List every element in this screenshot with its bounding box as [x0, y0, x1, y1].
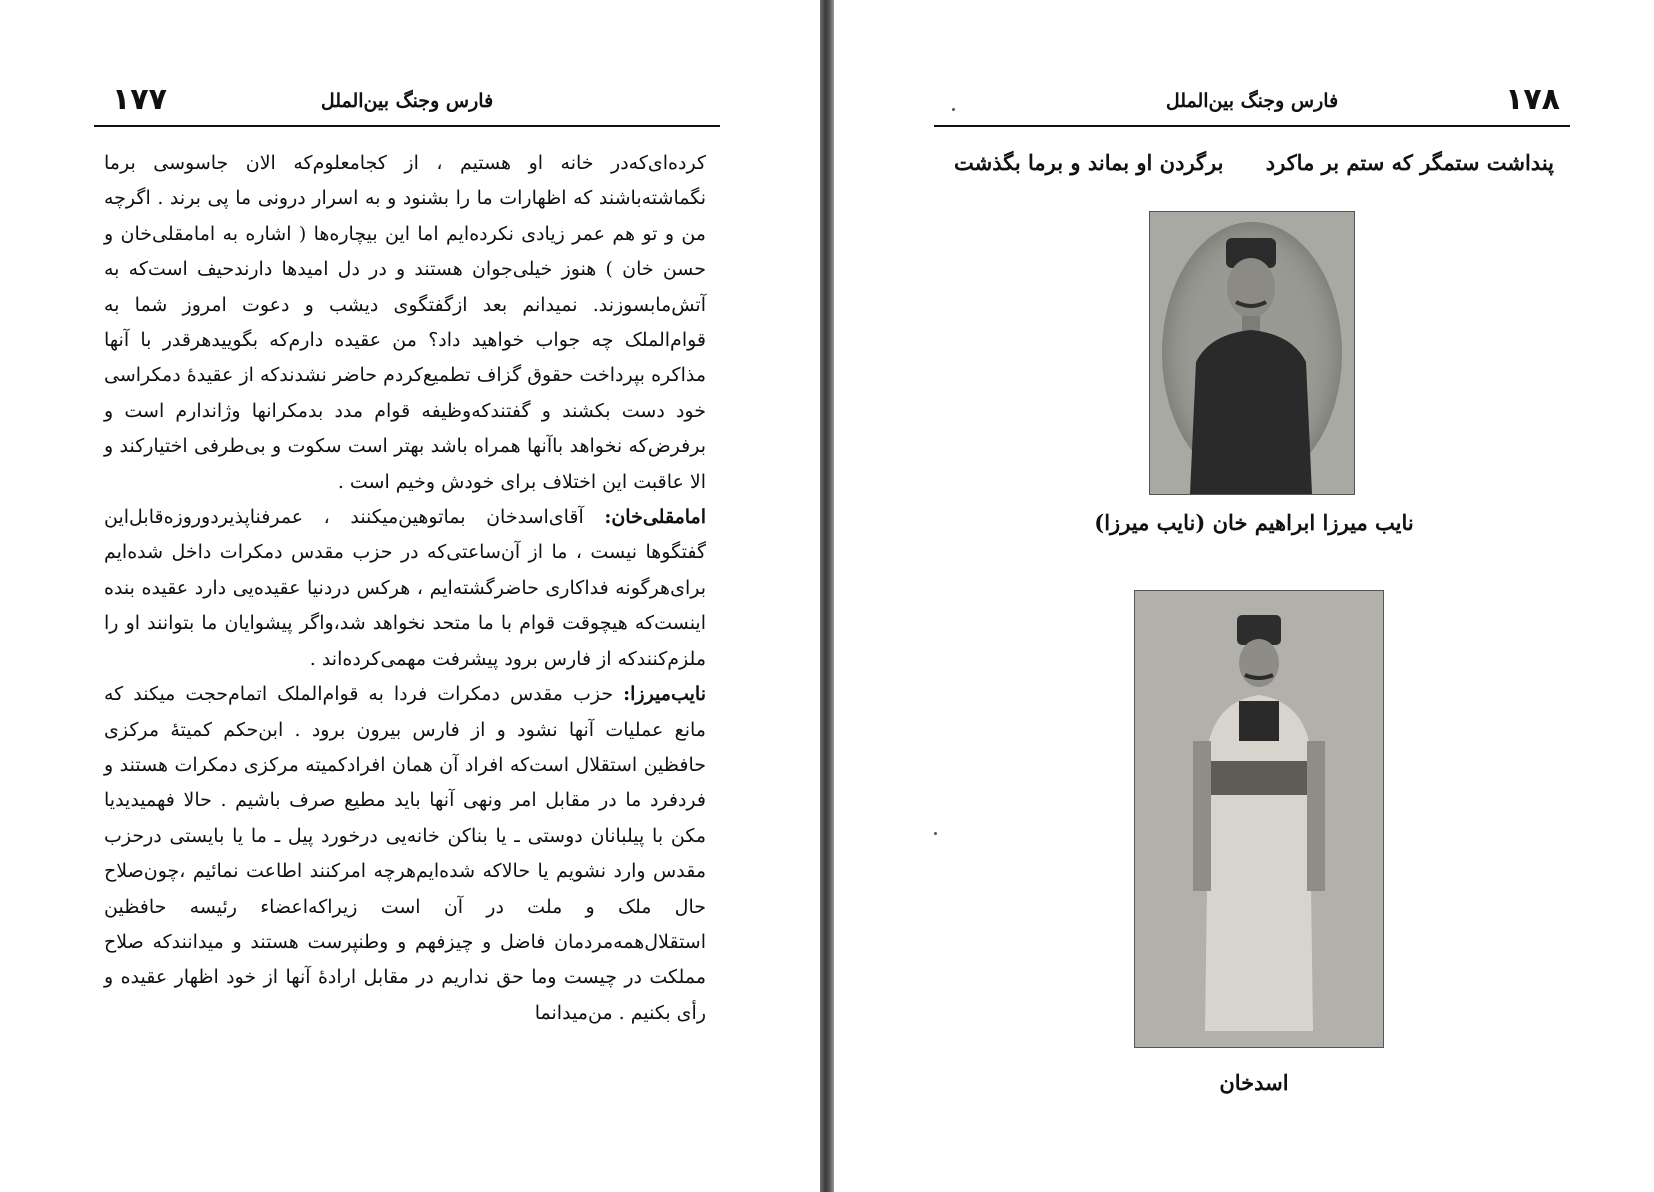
speaker-name: امامقلی‌خان:	[604, 506, 707, 529]
scan-speck	[934, 832, 937, 835]
paragraph	[104, 146, 706, 500]
header-rule	[934, 125, 1570, 127]
paragraph	[104, 500, 706, 677]
page-header	[934, 78, 1570, 124]
paragraph-text: آقای‌اسدخان بماتوهین‌میکنند ، عمرفناپذیر‌دوروزه‌قابل‌این گفتگوها نیست ، ما از آن‌ساعتی‌که در حزب مقدس دمکرات داخل شده‌ایم برای‌هرگونه فداکاری حاضرگشته‌ایم ، هرکس دردنیا عقیده‌یی دارد عقیده بنده اینست‌که هیچوقت قوام با ما متحد نخواهد شد،واگر پیشوایان ما بتوانند او را ملزم‌کنندکه از فارس برود پیشرفت مهمی‌کرده‌اند .	[104, 506, 706, 670]
page-number: ۱۷۸	[1505, 82, 1560, 117]
poem-verse	[944, 150, 1554, 184]
paragraph-text: کرده‌ای‌که‌در خانه او هستیم ، از کجامعلوم‌که الان جاسوسی برما نگماشته‌باشند که اظهارات ما را بشنود و به اسرار درونی ما پی برند . اگرچه من و تو هم عمر زیادی نکرده‌ایم اما این بیچاره‌ها ( اشاره به امامقلی‌خان و حسن خان ) هنوز خیلی‌جوان هستند و در دل امیدها دارندحیف است‌که به آتش‌مابسوزند. نمیدانم بعد ازگفتگوی دیشب و دعوت امروز شما به قوام‌الملک چه جواب خواهید داد؟ من عقیده دارم‌که بگوییدهرقدر با آنها مذاکره بپرداخت حقوق گزاف تطمیع‌کردم حاضر نشدند‌که از عقیدهٔ دمکراسی خود دست بکشند و گفتندکه‌وظیفه قوام مدد بدمکرانها وژاندارم است و برفرض‌که نخواهد باآنها همراه باشد بهتر است سکوت و بی‌طرفی اختیارکند و الا عاقبت این اختلاف برای خودش وخیم است .	[104, 152, 706, 493]
portrait-figure	[1150, 212, 1354, 494]
left-page	[0, 0, 820, 1192]
right-page	[834, 0, 1654, 1192]
poem-hemistich: پنداشت ستمگر که ستم بر ماکرد	[1265, 150, 1554, 175]
body-text	[104, 146, 706, 1031]
poem-hemistich: برگردن او بماند و برما بگذشت	[954, 150, 1224, 175]
speaker-name: نایب‌میرزا:	[623, 683, 706, 706]
paragraph-text: حزب مقدس دمکرات فردا به قوام‌الملک اتمام‌حجت میکند که مانع عملیات آنها نشود و از فارس بیرون برود . ابن‌حکم کمیتهٔ مرکزی حافظین استقلال است‌که افراد آن همان افرادکمیته مرکزی دمکرات هستند و فردفرد ما در مقابل امر ونهی آنها باید مطیع صرف باشیم . حالا فهمیدیدیا مکن با پیلبانان دوستی ـ یا بناکن خانه‌یی درخورد پیل ـ ما یا بایستی درحزب مقدس وارد نشویم یا حالاکه شده‌ایم‌هرچه امرکنند اطاعت نمائیم ،چون‌صلاح حال ملک و ملت در آن است زیراکه‌اعضاء رئیسه حافظین استقلال‌همه‌مردمان فاضل و چیزفهم و وطنپرست هستند و میدانندکه صلاح مملکت در چیست وما حق نداریم در مقابل ارادهٔ آنها از خود اظهار عقیده و رأی بکنیم . من‌میدانما	[104, 683, 706, 1024]
photo-caption: نایب میرزا ابراهیم خان (نایب میرزا)	[1094, 510, 1414, 535]
header-rule	[94, 125, 720, 127]
running-title: فارس وجنگ بین‌الملل	[1165, 90, 1339, 112]
page-number: ۱۷۷	[112, 82, 167, 117]
book-gutter	[820, 0, 834, 1192]
portrait-photo	[1134, 590, 1384, 1048]
photo-caption: اسدخان	[1219, 1070, 1289, 1095]
portrait-photo	[1149, 211, 1355, 495]
portrait-figure	[1135, 591, 1383, 1047]
running-title: فارس وجنگ بین‌الملل	[320, 90, 494, 112]
paragraph	[104, 677, 706, 1031]
page-header	[94, 78, 720, 124]
scan-speck	[952, 108, 955, 111]
